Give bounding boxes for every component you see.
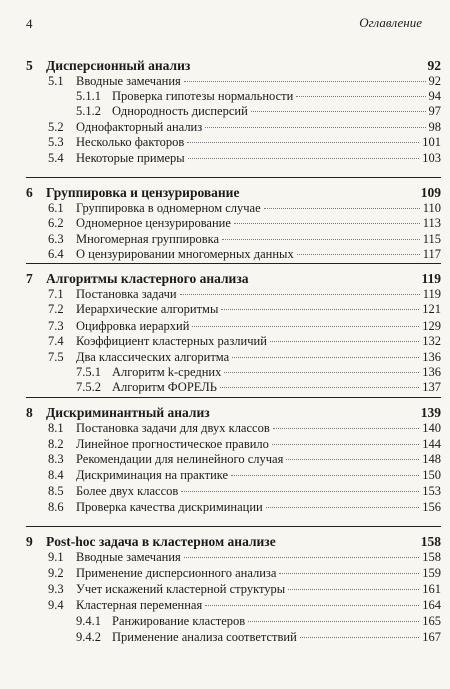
toc-entry-number: 8.2 <box>48 437 64 451</box>
toc-entry-page: 158 <box>420 534 441 549</box>
toc-section-entry[interactable] <box>48 421 441 436</box>
toc-section-entry[interactable] <box>48 437 441 452</box>
toc-entry-page: 139 <box>420 405 441 420</box>
dot-leader <box>272 444 419 445</box>
toc-section-entry[interactable] <box>48 350 441 365</box>
toc-entry-number: 9 <box>26 534 33 549</box>
toc-section-entry[interactable] <box>76 89 441 104</box>
toc-section-entry[interactable] <box>48 582 441 597</box>
dot-leader <box>184 557 419 558</box>
toc-section-entry[interactable] <box>48 135 441 150</box>
toc-entry-page: 164 <box>422 598 441 612</box>
toc-entry-number: 5.4 <box>48 151 64 165</box>
toc-entry-number: 7.1 <box>48 287 64 301</box>
toc-entry-title: Проверка гипотезы нормальности <box>112 89 294 103</box>
toc-section-entry[interactable] <box>48 500 441 515</box>
toc-entry-number: 5 <box>26 58 33 73</box>
toc-entry-title: Однофакторный анализ <box>76 120 203 134</box>
toc-entry-number: 8.4 <box>48 468 64 482</box>
dot-leader <box>224 372 419 373</box>
toc-entry-number: 5.1.2 <box>76 104 101 118</box>
toc-entry-title: Два классических алгоритма <box>76 350 230 364</box>
toc-section-entry[interactable] <box>48 550 441 565</box>
toc-entry-title: Несколько факторов <box>76 135 185 149</box>
dot-leader <box>188 158 420 159</box>
dot-leader <box>251 111 426 112</box>
toc-entry-title: Проверка качества дискриминации <box>76 500 263 514</box>
toc-section-entry[interactable] <box>48 120 441 135</box>
dot-leader <box>286 459 419 460</box>
toc-entry-number: 7 <box>26 271 33 286</box>
toc-section-entry[interactable] <box>48 216 441 231</box>
toc-entry-title: Кластерная переменная <box>76 598 203 612</box>
toc-section-entry[interactable] <box>48 566 441 581</box>
toc-entry-page: 158 <box>422 550 441 564</box>
toc-entry-page: 159 <box>422 566 441 580</box>
toc-entry-number: 9.4.1 <box>76 614 101 628</box>
toc-entry-number: 6 <box>26 185 33 200</box>
toc-entry-title: Дисперсионный анализ <box>46 58 191 73</box>
toc-section-entry[interactable] <box>48 247 441 262</box>
toc-section-entry[interactable] <box>48 74 441 89</box>
toc-entry-number: 6.4 <box>48 247 64 261</box>
toc-entry-number: 8.3 <box>48 452 64 466</box>
toc-entry-title: Коэффициент кластерных различий <box>76 334 267 348</box>
toc-entry-page: 98 <box>428 120 441 134</box>
chapter-rule <box>26 263 441 264</box>
dot-leader <box>192 326 419 327</box>
dot-leader <box>222 239 420 240</box>
toc-chapter-entry[interactable] <box>26 534 441 549</box>
toc-section-entry[interactable] <box>48 484 441 499</box>
toc-entry-number: 9.4.2 <box>76 630 101 644</box>
dot-leader <box>288 589 419 590</box>
toc-entry-page: 167 <box>422 630 441 644</box>
dot-leader <box>296 96 425 97</box>
toc-entry-number: 7.5.2 <box>76 380 101 394</box>
toc-entry-title: Учет искажений кластерной структуры <box>76 582 286 596</box>
toc-entry-page: 92 <box>428 74 441 88</box>
toc-section-entry[interactable] <box>48 287 441 302</box>
dot-leader <box>231 475 419 476</box>
toc-chapter-entry[interactable] <box>26 185 441 200</box>
toc-entry-page: 129 <box>422 319 441 333</box>
toc-entry-page: 94 <box>428 89 441 103</box>
toc-entry-number: 5.2 <box>48 120 64 134</box>
toc-entry-title: Некоторые примеры <box>76 151 185 165</box>
toc-entry-page: 97 <box>428 104 441 118</box>
toc-entry-number: 7.2 <box>48 302 64 316</box>
toc-section-entry[interactable] <box>76 104 441 119</box>
toc-entry-page: 132 <box>422 334 441 348</box>
toc-entry-page: 137 <box>422 380 441 394</box>
toc-entry-page: 109 <box>420 185 441 200</box>
dot-leader <box>181 491 419 492</box>
chapter-rule <box>26 397 441 398</box>
dot-leader <box>248 621 419 622</box>
toc-entry-page: 150 <box>422 468 441 482</box>
toc-entry-page: 140 <box>422 421 441 435</box>
toc-entry-number: 6.1 <box>48 201 64 215</box>
toc-entry-title: Более двух классов <box>76 484 179 498</box>
dot-leader <box>266 507 420 508</box>
toc-entry-title: Линейное прогностическое правило <box>76 437 269 451</box>
toc-entry-number: 5.3 <box>48 135 64 149</box>
toc-entry-number: 8.6 <box>48 500 64 514</box>
toc-entry-page: 148 <box>422 452 441 466</box>
toc-entry-title: Применение дисперсионного анализа <box>76 566 277 580</box>
toc-entry-number: 9.4 <box>48 598 64 612</box>
toc-entry-page: 136 <box>422 350 441 364</box>
toc-entry-title: Постановка задачи <box>76 287 177 301</box>
toc-chapter-entry[interactable] <box>26 405 441 420</box>
chapter-rule <box>26 526 441 527</box>
toc-entry-title: Post-hoc задача в кластерном анализе <box>46 534 276 549</box>
toc-entry-number: 8.5 <box>48 484 64 498</box>
dot-leader <box>187 142 419 143</box>
toc-entry-page: 117 <box>422 247 441 261</box>
toc-entry-number: 9.1 <box>48 550 64 564</box>
toc-entry-number: 9.2 <box>48 566 64 580</box>
page-number: 4 <box>26 16 33 31</box>
toc-chapter-entry[interactable] <box>26 271 441 286</box>
toc-entry-page: 119 <box>421 271 441 286</box>
dot-leader <box>205 605 419 606</box>
toc-section-entry[interactable] <box>76 630 441 645</box>
toc-entry-page: 165 <box>422 614 441 628</box>
toc-section-entry[interactable] <box>48 468 441 483</box>
toc-section-entry[interactable] <box>48 319 441 334</box>
toc-entry-page: 153 <box>422 484 441 498</box>
toc-section-entry[interactable] <box>48 334 441 349</box>
dot-leader <box>205 127 425 128</box>
toc-entry-title: Алгоритмы кластерного анализа <box>46 271 249 286</box>
toc-entry-title: Ранжирование кластеров <box>112 614 246 628</box>
toc-entry-title: Рекомендации для нелинейного случая <box>76 452 284 466</box>
toc-entry-title: Оцифровка иерархий <box>76 319 190 333</box>
toc-entry-title: Дискриминация на практике <box>76 468 229 482</box>
toc-entry-title: Дискриминантный анализ <box>46 405 210 420</box>
dot-leader <box>270 341 419 342</box>
dot-leader <box>184 81 426 82</box>
running-head: Оглавление <box>359 15 422 30</box>
toc-entry-number: 9.3 <box>48 582 64 596</box>
toc-chapter-entry[interactable] <box>26 58 441 73</box>
toc-entry-title: Одномерное цензурирование <box>76 216 231 230</box>
toc-entry-page: 136 <box>422 365 441 379</box>
toc-entry-title: Алгоритм ФОРЕЛЬ <box>112 380 217 394</box>
toc-entry-title: Многомерная группировка <box>76 232 220 246</box>
dot-leader <box>297 254 420 255</box>
dot-leader <box>220 387 419 388</box>
toc-section-entry[interactable] <box>76 365 441 380</box>
dot-leader <box>234 223 420 224</box>
dot-leader <box>300 637 419 638</box>
toc-entry-page: 92 <box>427 58 441 73</box>
toc-entry-page: 121 <box>422 302 441 316</box>
toc-entry-page: 156 <box>422 500 441 514</box>
toc-entry-number: 6.3 <box>48 232 64 246</box>
toc-entry-page: 103 <box>422 151 441 165</box>
toc-entry-number: 8.1 <box>48 421 64 435</box>
toc-entry-page: 161 <box>422 582 441 596</box>
dot-leader <box>232 357 419 358</box>
toc-entry-title: Вводные замечания <box>76 550 181 564</box>
toc-entry-number: 7.3 <box>48 319 64 333</box>
toc-entry-number: 6.2 <box>48 216 64 230</box>
toc-entry-page: 119 <box>422 287 441 301</box>
chapter-rule <box>26 177 441 178</box>
toc-entry-page: 115 <box>422 232 441 246</box>
toc-entry-title: Вводные замечания <box>76 74 181 88</box>
toc-entry-title: О цензурировании многомерных данных <box>76 247 294 261</box>
toc-entry-number: 8 <box>26 405 33 420</box>
dot-leader <box>273 428 420 429</box>
dot-leader <box>279 573 419 574</box>
toc-entry-title: Иерархические алгоритмы <box>76 302 219 316</box>
toc-section-entry[interactable] <box>48 201 441 216</box>
toc-section-entry[interactable] <box>48 151 441 166</box>
dot-leader <box>180 294 420 295</box>
toc-entry-page: 101 <box>422 135 441 149</box>
dot-leader <box>221 309 419 310</box>
toc-entry-number: 7.5.1 <box>76 365 101 379</box>
toc-entry-page: 110 <box>422 201 441 215</box>
toc-section-entry[interactable] <box>48 452 441 467</box>
dot-leader <box>264 208 420 209</box>
toc-section-entry[interactable] <box>76 614 441 629</box>
toc-entry-title: Группировка и цензурирование <box>46 185 240 200</box>
toc-entry-title: Применение анализа соответствий <box>112 630 297 644</box>
toc-entry-title: Однородность дисперсий <box>112 104 248 118</box>
toc-section-entry[interactable] <box>48 598 441 613</box>
toc-entry-title: Группировка в одномерном случае <box>76 201 261 215</box>
toc-section-entry[interactable] <box>48 232 441 247</box>
toc-entry-title: Постановка задачи для двух классов <box>76 421 270 435</box>
toc-section-entry[interactable] <box>48 302 441 317</box>
toc-entry-number: 5.1.1 <box>76 89 101 103</box>
toc-entry-title: Алгоритм k-средних <box>112 365 222 379</box>
toc-entry-number: 5.1 <box>48 74 64 88</box>
toc-entry-number: 7.4 <box>48 334 64 348</box>
toc-entry-page: 144 <box>422 437 441 451</box>
toc-entry-number: 7.5 <box>48 350 64 364</box>
toc-section-entry[interactable] <box>76 380 441 395</box>
toc-entry-page: 113 <box>422 216 441 230</box>
